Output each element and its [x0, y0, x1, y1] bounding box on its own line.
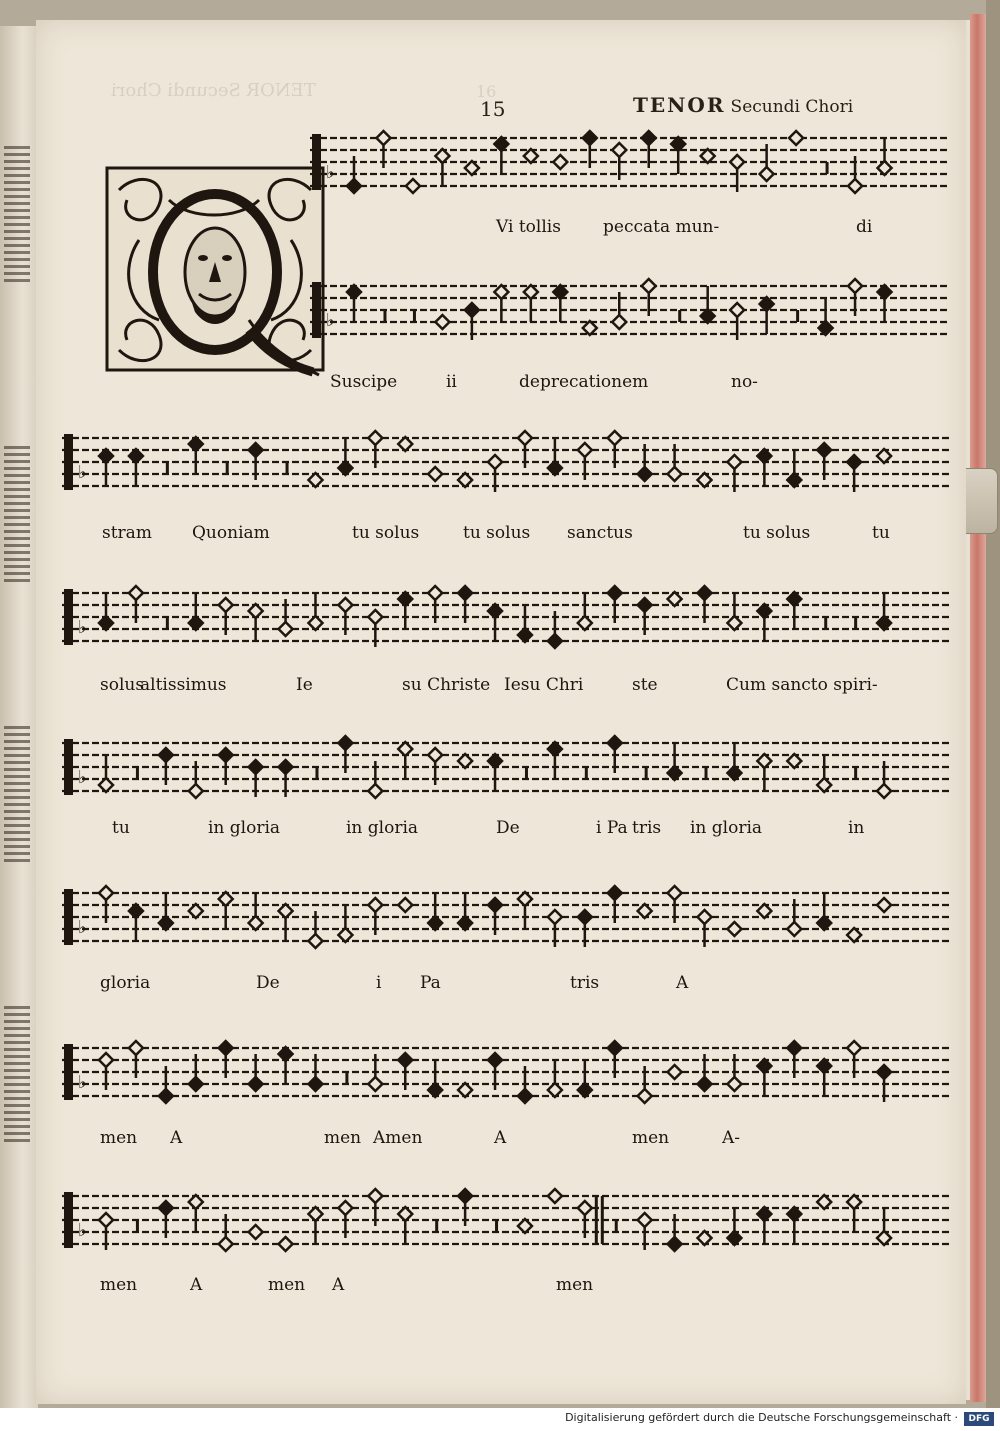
note-mark: [698, 910, 712, 947]
note-mark: [524, 285, 538, 322]
note-mark: [698, 1231, 712, 1245]
note-mark: [279, 1237, 293, 1251]
flat-sign: ♭: [78, 917, 87, 938]
flat-sign: ♭: [78, 767, 87, 788]
footer-bar: [0, 1408, 1000, 1431]
note-mark: [701, 286, 715, 323]
note-mark: [279, 599, 293, 636]
note-mark: [398, 1207, 412, 1244]
note-mark: [787, 899, 801, 936]
note-mark: [308, 473, 322, 487]
note-mark: [166, 462, 169, 474]
note-mark: [494, 137, 508, 174]
note-mark: [638, 598, 652, 635]
flat-sign: ♭: [326, 310, 335, 331]
running-head: [633, 93, 853, 117]
note-mark: [585, 767, 588, 779]
lyric-syllable: peccata mun-: [603, 217, 720, 237]
note-mark: [249, 443, 263, 480]
lyric-syllable: men: [268, 1275, 306, 1295]
note-mark: [789, 131, 803, 145]
note-mark: [368, 610, 382, 647]
lyric-syllable: i: [376, 973, 382, 993]
note-mark: [727, 1208, 741, 1245]
note-mark: [727, 455, 741, 492]
lyric-syllable: men: [556, 1275, 594, 1295]
c-clef: [64, 739, 73, 795]
lyric-syllable: in: [848, 818, 865, 838]
note-mark: [877, 898, 891, 912]
note-mark: [705, 767, 708, 779]
staff-notation: [310, 268, 950, 350]
music-staff: [62, 725, 950, 807]
note-mark: [488, 455, 502, 492]
note-mark: [458, 754, 472, 768]
note-mark: [678, 310, 681, 322]
note-mark: [428, 1060, 442, 1097]
lyric-syllable: tris: [570, 973, 600, 993]
note-mark: [279, 760, 293, 797]
note-mark: [219, 748, 233, 785]
note-mark: [166, 617, 169, 629]
note-mark: [548, 742, 562, 779]
note-mark: [189, 904, 203, 918]
note-mark: [615, 1220, 618, 1232]
final-barline: [595, 1196, 598, 1244]
flat-sign: ♭: [78, 1072, 87, 1093]
lyrics-line: [36, 372, 966, 402]
note-mark: [878, 285, 892, 322]
running-head-chorus: Secundi Chori: [730, 97, 854, 117]
note-mark: [817, 1195, 831, 1209]
music-staff: [62, 1030, 950, 1112]
note-mark: [219, 598, 233, 635]
note-mark: [757, 604, 771, 641]
lyric-syllable: in gloria: [346, 818, 419, 838]
note-mark: [99, 1213, 113, 1250]
lyric-syllable: no-: [731, 372, 758, 392]
note-mark: [698, 473, 712, 487]
note-mark: [136, 1220, 139, 1232]
lyrics-line: [36, 1275, 966, 1305]
note-mark: [518, 1219, 532, 1233]
music-staff: [62, 420, 950, 502]
note-mark: [518, 605, 532, 642]
note-mark: [159, 1201, 173, 1238]
lyric-syllable: men: [632, 1128, 670, 1148]
note-mark: [347, 156, 361, 193]
note-mark: [757, 904, 771, 918]
note-mark: [488, 1053, 502, 1090]
note-mark: [854, 767, 857, 779]
lyrics-line: [36, 1128, 966, 1158]
note-mark: [645, 767, 648, 779]
note-mark: [99, 1053, 113, 1090]
note-mark: [338, 1201, 352, 1238]
dfg-logo: DFG: [964, 1412, 994, 1426]
lyric-syllable: A: [494, 1128, 507, 1148]
lyric-syllable: in gloria: [690, 818, 763, 838]
lyric-syllable: in gloria: [208, 818, 281, 838]
note-mark: [638, 904, 652, 918]
note-mark: [757, 1207, 771, 1244]
note-mark: [99, 886, 113, 923]
note-mark: [817, 755, 831, 792]
note-mark: [435, 315, 449, 329]
note-mark: [368, 761, 382, 798]
lyric-syllable: A: [332, 1275, 345, 1295]
note-mark: [578, 910, 592, 947]
note-mark: [488, 604, 502, 641]
lyric-syllable: De: [256, 973, 280, 993]
note-mark: [548, 438, 562, 475]
note-mark: [308, 1207, 322, 1244]
note-mark: [398, 1053, 412, 1090]
note-mark: [578, 593, 592, 630]
note-mark: [338, 438, 352, 475]
music-staff: [310, 120, 950, 202]
lyric-syllable: tu: [112, 818, 130, 838]
note-mark: [578, 1060, 592, 1097]
note-mark: [308, 1054, 322, 1091]
note-mark: [847, 1195, 861, 1232]
lyric-syllable: sanctus: [567, 523, 633, 543]
lyric-syllable: A: [190, 1275, 203, 1295]
note-mark: [877, 593, 891, 630]
note-mark: [760, 297, 774, 334]
note-mark: [189, 593, 203, 630]
note-mark: [99, 593, 113, 630]
note-mark: [548, 910, 562, 947]
page-number: 15: [480, 97, 506, 121]
note-mark: [525, 767, 528, 779]
note-mark: [286, 462, 289, 474]
lyric-syllable: Pa: [420, 973, 441, 993]
staff-notation: [62, 575, 950, 657]
note-mark: [226, 462, 229, 474]
bleed-through-page: 16: [476, 82, 497, 101]
note-mark: [608, 886, 622, 923]
note-mark: [99, 755, 113, 792]
note-mark: [219, 892, 233, 929]
note-mark: [727, 743, 741, 780]
note-mark: [338, 736, 352, 773]
note-mark: [465, 161, 479, 175]
lyric-syllable: De: [496, 818, 520, 838]
note-mark: [458, 1083, 472, 1097]
running-head-voice: TENOR: [633, 93, 726, 117]
note-mark: [757, 449, 771, 486]
note-mark: [338, 598, 352, 635]
staff-notation: [310, 120, 950, 202]
note-mark: [398, 898, 412, 912]
note-mark: [308, 911, 322, 948]
lyric-syllable: di: [856, 217, 873, 237]
note-mark: [129, 449, 143, 486]
note-mark: [668, 444, 682, 481]
note-mark: [671, 137, 685, 174]
note-mark: [494, 285, 508, 322]
note-mark: [488, 898, 502, 935]
footer-credit: Digitalisierung gefördert durch die Deutsche Forschungsgemeinschaft ·: [565, 1411, 958, 1424]
lyric-syllable: i Pa: [596, 818, 628, 838]
note-mark: [136, 767, 139, 779]
lyric-syllable: Quoniam: [192, 523, 270, 543]
staff-notation: [62, 1178, 950, 1260]
note-mark: [398, 742, 412, 779]
note-mark: [727, 593, 741, 630]
lyric-syllable: gloria: [100, 973, 151, 993]
book-cover-edge: [986, 0, 1000, 1408]
note-mark: [249, 893, 263, 930]
note-mark: [428, 748, 442, 785]
bleed-through-head: TENOR Secundi Chori: [111, 80, 316, 101]
c-clef: [64, 889, 73, 945]
note-mark: [787, 592, 801, 629]
note-mark: [315, 767, 318, 779]
lyric-syllable: tu solus: [463, 523, 531, 543]
note-mark: [406, 179, 420, 193]
note-mark: [249, 1225, 263, 1239]
note-mark: [345, 1072, 348, 1084]
note-mark: [787, 1041, 801, 1078]
note-mark: [338, 905, 352, 942]
note-mark: [279, 1047, 293, 1084]
note-mark: [129, 586, 143, 623]
lyric-syllable: A: [170, 1128, 183, 1148]
lyric-syllable: altissimus: [140, 675, 227, 695]
staff-notation: [62, 420, 950, 502]
lyrics-line: [36, 973, 966, 1003]
note-mark: [428, 586, 442, 623]
lyrics-line: [36, 523, 966, 553]
lyric-syllable: A: [676, 973, 689, 993]
note-mark: [347, 285, 361, 322]
note-mark: [159, 1066, 173, 1103]
note-mark: [368, 1189, 382, 1226]
note-mark: [383, 310, 386, 322]
lyric-syllable: men: [100, 1275, 138, 1295]
note-mark: [488, 754, 502, 791]
lyric-syllable: Cum sancto spiri-: [726, 675, 878, 695]
note-mark: [608, 431, 622, 468]
lyric-syllable: men: [324, 1128, 362, 1148]
note-mark: [698, 586, 712, 623]
staff-notation: [62, 1030, 950, 1112]
lyric-syllable: men: [100, 1128, 138, 1148]
note-mark: [219, 1041, 233, 1078]
note-mark: [219, 1214, 233, 1251]
lyrics-line: [36, 217, 966, 247]
lyric-syllable: Iesu Chri: [504, 675, 584, 695]
note-mark: [608, 586, 622, 623]
lyric-syllable: tris: [632, 818, 662, 838]
note-mark: [189, 1195, 203, 1232]
note-mark: [458, 1189, 472, 1226]
note-mark: [553, 155, 567, 169]
final-barline: [601, 1196, 604, 1244]
c-clef: [312, 134, 321, 190]
note-mark: [159, 748, 173, 785]
note-mark: [824, 617, 827, 629]
note-mark: [308, 593, 322, 630]
note-mark: [458, 586, 472, 623]
note-mark: [638, 444, 652, 481]
note-mark: [428, 893, 442, 930]
note-mark: [413, 310, 416, 322]
note-mark: [796, 310, 799, 322]
note-mark: [518, 1066, 532, 1103]
note-mark: [398, 437, 412, 451]
flat-sign: ♭: [78, 1220, 87, 1241]
note-mark: [435, 1220, 438, 1232]
lyric-syllable: tu solus: [352, 523, 420, 543]
note-mark: [727, 1054, 741, 1091]
note-mark: [368, 1054, 382, 1091]
note-mark: [826, 162, 829, 174]
note-mark: [458, 893, 472, 930]
flat-sign: ♭: [78, 462, 87, 483]
note-mark: [668, 1065, 682, 1079]
c-clef: [64, 1192, 73, 1248]
note-mark: [129, 904, 143, 941]
note-mark: [578, 1201, 592, 1238]
decorated-initial-q: [99, 160, 331, 378]
music-staff: [62, 875, 950, 957]
note-mark: [553, 285, 567, 322]
note-mark: [189, 1054, 203, 1091]
note-mark: [189, 437, 203, 474]
note-mark: [99, 449, 113, 486]
note-mark: [583, 321, 597, 335]
note-mark: [249, 1054, 263, 1091]
note-mark: [368, 431, 382, 468]
note-mark: [249, 604, 263, 641]
note-mark: [854, 617, 857, 629]
note-mark: [757, 754, 771, 791]
music-staff: [62, 575, 950, 657]
note-mark: [548, 1189, 562, 1203]
lyric-syllable: Amen: [373, 1128, 423, 1148]
note-mark: [698, 1054, 712, 1091]
left-page-edge: [0, 26, 38, 1408]
note-mark: [638, 1213, 652, 1250]
lyric-syllable: ste: [632, 675, 658, 695]
note-mark: [878, 138, 892, 175]
lyric-syllable: deprecationem: [519, 372, 649, 392]
note-mark: [668, 1214, 682, 1251]
lyric-syllable: tu: [872, 523, 890, 543]
note-mark: [847, 1041, 861, 1078]
lyric-syllable: stram: [102, 523, 152, 543]
note-mark: [668, 886, 682, 923]
note-mark: [524, 149, 538, 163]
note-mark: [249, 760, 263, 797]
note-mark: [817, 443, 831, 480]
note-mark: [877, 1208, 891, 1245]
note-mark: [548, 1060, 562, 1097]
note-mark: [668, 743, 682, 780]
staff-notation: [62, 725, 950, 807]
note-mark: [495, 1220, 498, 1232]
note-mark: [435, 149, 449, 186]
note-mark: [518, 431, 532, 468]
note-mark: [458, 473, 472, 487]
note-mark: [279, 904, 293, 941]
note-mark: [757, 1059, 771, 1096]
c-clef: [64, 1044, 73, 1100]
lyric-syllable: solus: [100, 675, 145, 695]
note-mark: [817, 893, 831, 930]
lyric-syllable: ii: [446, 372, 457, 392]
note-mark: [376, 131, 390, 168]
note-mark: [787, 754, 801, 768]
lyric-syllable: Ie: [296, 675, 313, 695]
note-mark: [189, 761, 203, 798]
c-clef: [312, 282, 321, 338]
note-mark: [787, 450, 801, 487]
note-mark: [518, 892, 532, 929]
lyric-syllable: Vi tollis: [496, 217, 561, 237]
lyric-syllable: A-: [722, 1128, 741, 1148]
music-staff: [62, 1178, 950, 1260]
note-mark: [548, 611, 562, 648]
lyric-syllable: tu solus: [743, 523, 811, 543]
note-mark: [819, 298, 833, 335]
note-mark: [847, 455, 861, 492]
music-staff: [310, 268, 950, 350]
flat-sign: ♭: [78, 617, 87, 638]
note-mark: [847, 928, 861, 942]
note-mark: [578, 443, 592, 480]
lyrics-line: [36, 818, 966, 848]
flat-sign: ♭: [326, 162, 335, 183]
note-mark: [668, 592, 682, 606]
lyric-syllable: Suscipe: [330, 372, 398, 392]
c-clef: [64, 589, 73, 645]
lyrics-line: [36, 675, 966, 705]
note-mark: [638, 1066, 652, 1103]
staff-notation: [62, 875, 950, 957]
note-mark: [159, 893, 173, 930]
svg-text:Q: Q: [215, 190, 216, 191]
lyric-syllable: su Christe: [402, 675, 491, 695]
note-mark: [608, 736, 622, 773]
note-mark: [398, 592, 412, 629]
note-mark: [817, 1059, 831, 1096]
music-page: [36, 20, 966, 1404]
note-mark: [428, 467, 442, 481]
note-mark: [129, 1041, 143, 1078]
note-mark: [877, 449, 891, 463]
note-mark: [608, 1041, 622, 1078]
note-mark: [727, 922, 741, 936]
c-clef: [64, 434, 73, 490]
note-mark: [701, 149, 715, 163]
note-mark: [787, 1207, 801, 1244]
note-mark: [368, 898, 382, 935]
